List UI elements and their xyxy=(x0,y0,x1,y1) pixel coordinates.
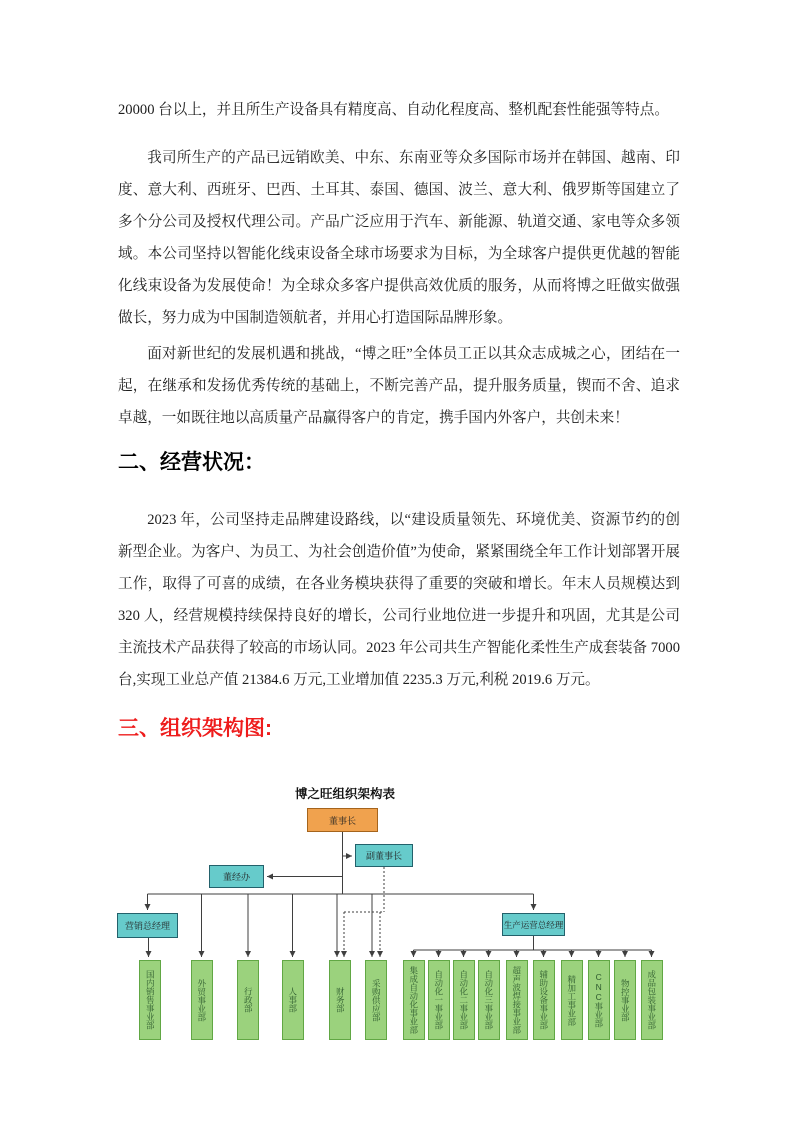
org-dept-hr: 人事部 xyxy=(282,960,304,1040)
org-dept-material-control: 物控事业部 xyxy=(614,960,636,1040)
org-node-chairman: 董事长 xyxy=(307,808,378,832)
org-dept-automation-1: 自动化一事业部 xyxy=(428,960,450,1040)
org-node-production-gm: 生产运营总经理 xyxy=(502,913,565,936)
org-node-marketing-gm: 营销总经理 xyxy=(117,913,178,938)
org-dept-purchasing-supply: 采购供应部 xyxy=(365,960,387,1040)
org-dept-ultrasonic-welding: 超声波焊接事业部 xyxy=(506,960,528,1040)
org-dept-finance: 财务部 xyxy=(329,960,351,1040)
org-chart xyxy=(0,780,794,1110)
org-dept-auxiliary-equipment: 辅助设备事业部 xyxy=(533,960,555,1040)
org-dept-domestic-sales: 国内销售事业部 xyxy=(139,960,161,1040)
org-dept-administration: 行政部 xyxy=(237,960,259,1040)
paragraph-outlook: 面对新世纪的发展机遇和挑战，“博之旺”全体员工正以其众志成城之心，团结在一起，在继承和发扬优秀传统的基础上，不断完善产品，提升服务质量，锲而不舍、追求卓越，一如既往地以高质量产品赢得客户的肯定，携手国内外客户，共创未来！ xyxy=(118,346,680,426)
org-dept-integrated-automation: 集成自动化事业部 xyxy=(403,960,425,1040)
section3-heading: 三、组织架构图: xyxy=(118,717,272,740)
paragraph-continuation: 20000 台以上，并且所生产设备具有精度高、自动化程度高、整机配套性能强等特点。 xyxy=(118,102,669,118)
org-node-board-office: 董经办 xyxy=(209,865,264,888)
org-dept-automation-2: 自动化二事业部 xyxy=(453,960,475,1040)
section2-heading: 二、经营状况： xyxy=(118,451,265,474)
org-chart-connectors xyxy=(0,780,794,1110)
org-dept-cnc: CNC事业部 xyxy=(588,960,610,1040)
text-column xyxy=(118,94,680,744)
paragraph-markets: 我司所生产的产品已远销欧美、中东、东南亚等众多国际市场并在韩国、越南、印度、意大利、西班牙、巴西、土耳其、泰国、德国、波兰、意大利、俄罗斯等国建立了多个分公司及授权代理公司。产品广泛应用于汽车、新能源、轨道交通、家电等众多领域。本公司坚持以智能化线束设备全球市场要求为目标，为全球客户提供更优越的智能化线束设备为发展使命！为全球众多客户提供高效优质的服务，从而将博之旺做实做强做长，努力成为中国制造领航者，并用心打造国际品牌形象。 xyxy=(118,150,680,326)
org-dept-foreign-trade: 外贸事业部 xyxy=(191,960,213,1040)
org-dept-automation-3: 自动化三事业部 xyxy=(478,960,500,1040)
org-dept-precision-machining: 精加工事业部 xyxy=(561,960,583,1040)
org-node-vice-chairman: 副董事长 xyxy=(355,844,413,867)
org-dept-finished-packaging: 成品包装事业部 xyxy=(641,960,663,1040)
org-chart-title: 博之旺组织架构表 xyxy=(294,787,395,801)
section2-paragraph: 2023 年，公司坚持走品牌建设路线，以“建设质量领先、环境优美、资源节约的创新型企业。为客户、为员工、为社会创造价值”为使命，紧紧围绕全年工作计划部署开展工作，取得了可喜的成绩，在各业务模块获得了重要的突破和增长。年末人员规模达到 320 人，经营规模持续保持良好的增长，公司行业地位进一步提升和巩固，尤其是公司主流技术产品获得了较高的市场认同。2023 年公司共生产智能化柔性生产成套装备 7000 台,实现工业总产值 21384.6 万元,工业增加值 2235.3 万元,利税 2019.6 万元。 xyxy=(118,512,680,688)
